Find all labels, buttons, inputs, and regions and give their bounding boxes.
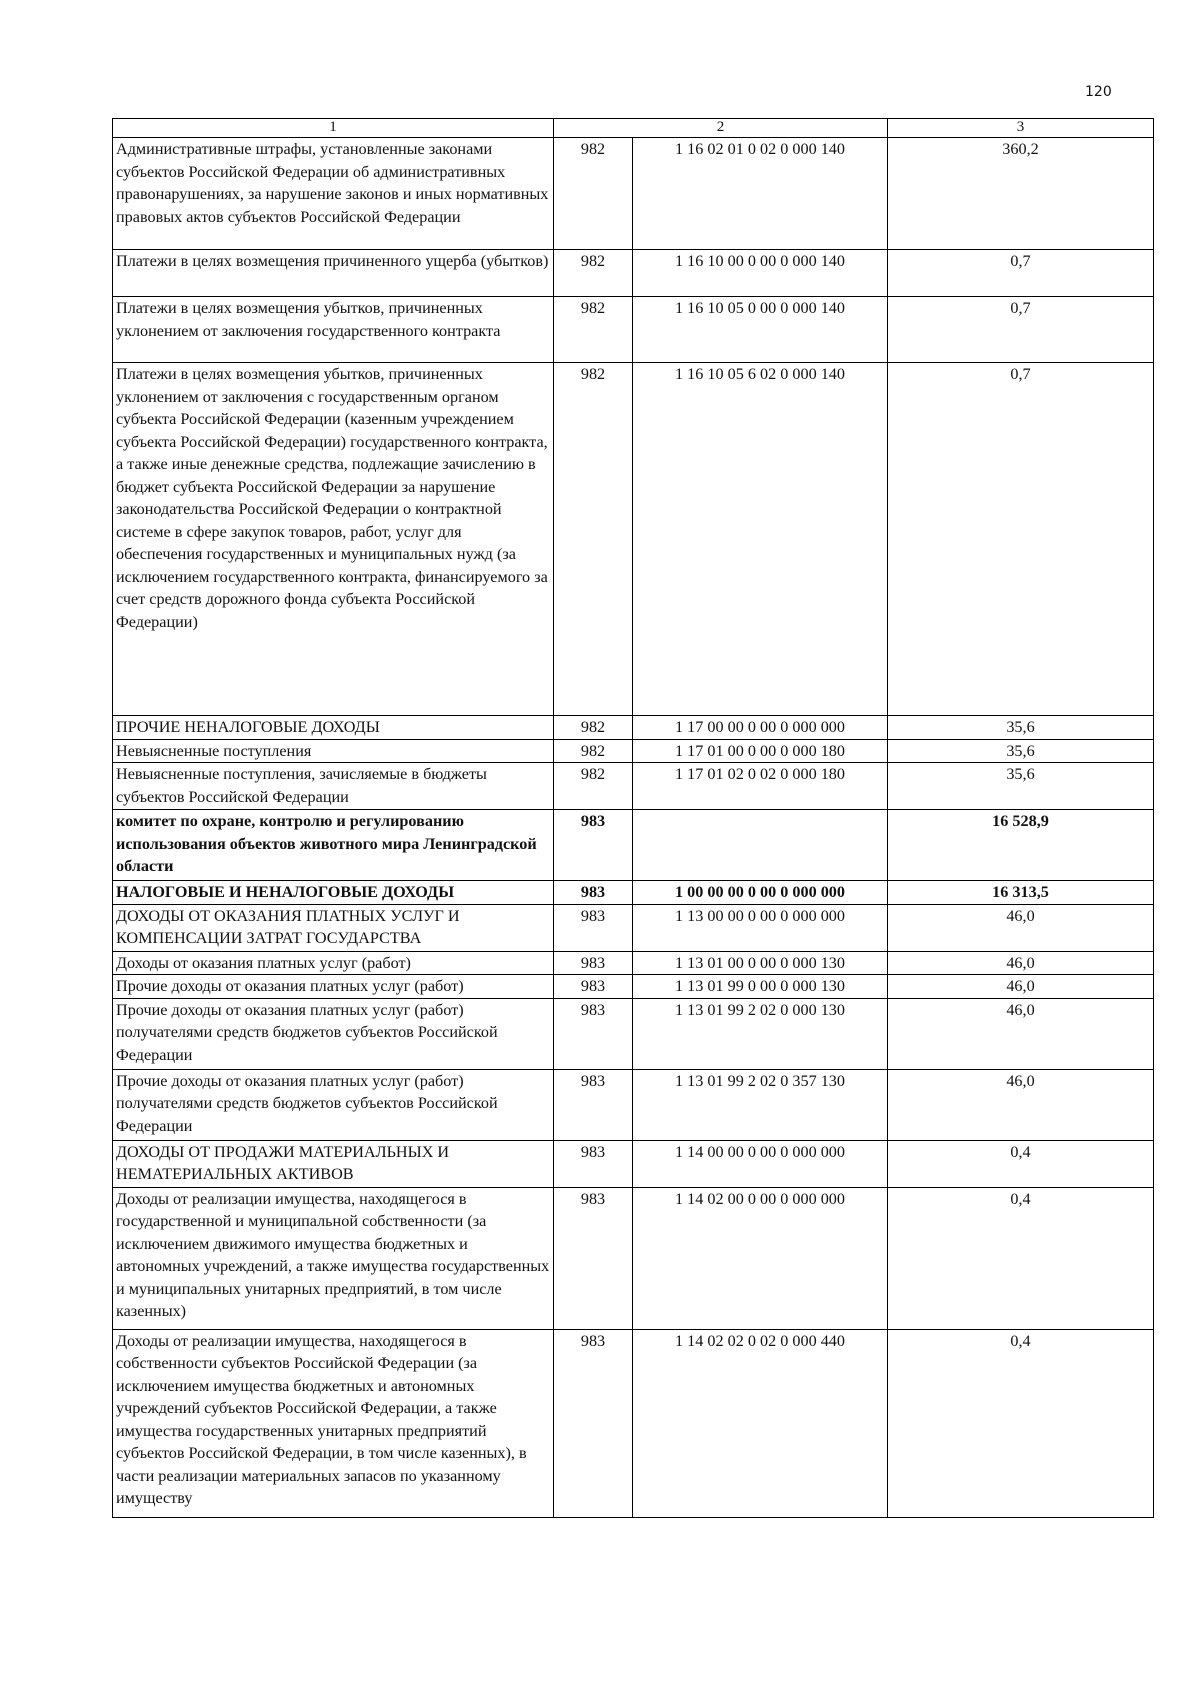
- row-admin: 983: [554, 1329, 633, 1517]
- row-code: 1 16 10 05 6 02 0 000 140: [633, 363, 888, 716]
- row-amount: 46,0: [888, 998, 1154, 1069]
- row-code: 1 14 00 00 0 00 0 000 000: [633, 1140, 888, 1187]
- row-name: Административные штрафы, установленные законами субъектов Российской Федерации об административных правонарушениях, за нарушение законов и иных нормативных правовых актов субъектов Российской Федерации: [113, 138, 554, 250]
- row-code: 1 14 02 00 0 00 0 000 000: [633, 1187, 888, 1329]
- header-col-3: 3: [888, 119, 1154, 138]
- row-amount: 0,4: [888, 1140, 1154, 1187]
- row-amount: 0,7: [888, 250, 1154, 297]
- row-admin: 983: [554, 975, 633, 999]
- table-row: [113, 1069, 1154, 1140]
- table-row: [113, 297, 1154, 363]
- row-name: Доходы от оказания платных услуг (работ): [113, 951, 554, 975]
- row-code: 1 13 01 99 2 02 0 357 130: [633, 1069, 888, 1140]
- row-admin: 983: [554, 810, 633, 881]
- row-amount: 0,7: [888, 297, 1154, 363]
- row-admin: 983: [554, 904, 633, 951]
- row-code: 1 13 01 99 2 02 0 000 130: [633, 998, 888, 1069]
- row-admin: 983: [554, 1069, 633, 1140]
- row-admin: 982: [554, 297, 633, 363]
- table-row: [113, 250, 1154, 297]
- row-name: Доходы от реализации имущества, находящегося в собственности субъектов Российской Федерации (за исключением имущества бюджетных и автономных учреждений субъектов Российской Федерации, а также имущества государственных унитарных предприятий субъектов Российской Федерации, в том числе казенных), в части реализации материальных запасов по указанному имуществу: [113, 1329, 554, 1517]
- table-row: [113, 881, 1154, 905]
- row-amount: 46,0: [888, 951, 1154, 975]
- row-amount: 46,0: [888, 975, 1154, 999]
- row-name: Платежи в целях возмещения причиненного ущерба (убытков): [113, 250, 554, 297]
- row-code: 1 13 01 00 0 00 0 000 130: [633, 951, 888, 975]
- row-name: ДОХОДЫ ОТ ПРОДАЖИ МАТЕРИАЛЬНЫХ И НЕМАТЕРИАЛЬНЫХ АКТИВОВ: [113, 1140, 554, 1187]
- row-amount: 0,4: [888, 1329, 1154, 1517]
- row-admin: 983: [554, 1140, 633, 1187]
- row-name: Прочие доходы от оказания платных услуг (работ) получателями средств бюджетов субъектов Российской Федерации: [113, 1069, 554, 1140]
- row-amount: 0,4: [888, 1187, 1154, 1329]
- row-name: Невыясненные поступления, зачисляемые в бюджеты субъектов Российской Федерации: [113, 763, 554, 810]
- row-amount: 16 313,5: [888, 881, 1154, 905]
- page-number: 120: [1085, 84, 1112, 100]
- row-name: НАЛОГОВЫЕ И НЕНАЛОГОВЫЕ ДОХОДЫ: [113, 881, 554, 905]
- row-name: Платежи в целях возмещения убытков, причиненных уклонением от заключения государственного контракта: [113, 297, 554, 363]
- row-admin: 982: [554, 763, 633, 810]
- row-name: ПРОЧИЕ НЕНАЛОГОВЫЕ ДОХОДЫ: [113, 716, 554, 740]
- row-admin: 982: [554, 250, 633, 297]
- row-code: 1 16 10 05 0 00 0 000 140: [633, 297, 888, 363]
- table-row: [113, 716, 1154, 740]
- table-row: [113, 1329, 1154, 1517]
- row-name: Доходы от реализации имущества, находящегося в государственной и муниципальной собственности (за исключением движимого имущества бюджетных и автономных учреждений, а также имущества государственных и муниципальных унитарных предприятий, в том числе казенных): [113, 1187, 554, 1329]
- row-amount: 46,0: [888, 1069, 1154, 1140]
- row-name: Прочие доходы от оказания платных услуг (работ) получателями средств бюджетов субъектов Российской Федерации: [113, 998, 554, 1069]
- row-code: 1 17 01 02 0 02 0 000 180: [633, 763, 888, 810]
- table-row: [113, 904, 1154, 951]
- row-name: Невыясненные поступления: [113, 739, 554, 763]
- table-row: [113, 1140, 1154, 1187]
- table-row: [113, 951, 1154, 975]
- row-admin: 983: [554, 951, 633, 975]
- row-code: 1 17 00 00 0 00 0 000 000: [633, 716, 888, 740]
- row-admin: 982: [554, 363, 633, 716]
- row-name: Прочие доходы от оказания платных услуг (работ): [113, 975, 554, 999]
- row-admin: 982: [554, 138, 633, 250]
- row-admin: 982: [554, 739, 633, 763]
- row-name: Платежи в целях возмещения убытков, причиненных уклонением от заключения с государственным органом субъекта Российской Федерации (казенным учреждением субъекта Российской Федерации) государственного контракта, а также иные денежные средства, подлежащие зачислению в бюджет субъекта Российской Федерации за нарушение законодательства Российской Федерации о контрактной системе в сфере закупок товаров, работ, услуг для обеспечения государственных и муниципальных нужд (за исключением государственного контракта, финансируемого за счет средств дорожного фонда субъекта Российской Федерации): [113, 363, 554, 716]
- table-row: [113, 739, 1154, 763]
- row-name: ДОХОДЫ ОТ ОКАЗАНИЯ ПЛАТНЫХ УСЛУГ И КОМПЕНСАЦИИ ЗАТРАТ ГОСУДАРСТВА: [113, 904, 554, 951]
- row-code: 1 17 01 00 0 00 0 000 180: [633, 739, 888, 763]
- row-amount: 0,7: [888, 363, 1154, 716]
- table-row: [113, 998, 1154, 1069]
- row-amount: 35,6: [888, 763, 1154, 810]
- row-code: 1 13 00 00 0 00 0 000 000: [633, 904, 888, 951]
- table-row: [113, 810, 1154, 881]
- row-code: 1 00 00 00 0 00 0 000 000: [633, 881, 888, 905]
- table-row: [113, 138, 1154, 250]
- row-amount: 16 528,9: [888, 810, 1154, 881]
- table-header-row: [113, 119, 1154, 138]
- row-admin: 983: [554, 998, 633, 1069]
- row-amount: 35,6: [888, 739, 1154, 763]
- table-row: [113, 763, 1154, 810]
- row-code: 1 16 10 00 0 00 0 000 140: [633, 250, 888, 297]
- table-row: [113, 975, 1154, 999]
- table-row: [113, 1187, 1154, 1329]
- row-code: 1 13 01 99 0 00 0 000 130: [633, 975, 888, 999]
- row-admin: 983: [554, 1187, 633, 1329]
- row-name: комитет по охране, контролю и регулированию использования объектов животного мира Ленинградской области: [113, 810, 554, 881]
- row-code: 1 16 02 01 0 02 0 000 140: [633, 138, 888, 250]
- row-code: [633, 810, 888, 881]
- header-col-1: 1: [113, 119, 554, 138]
- header-col-2: 2: [554, 119, 888, 138]
- row-amount: 46,0: [888, 904, 1154, 951]
- row-code: 1 14 02 02 0 02 0 000 440: [633, 1329, 888, 1517]
- table-row: [113, 363, 1154, 716]
- row-admin: 983: [554, 881, 633, 905]
- row-amount: 35,6: [888, 716, 1154, 740]
- row-admin: 982: [554, 716, 633, 740]
- row-amount: 360,2: [888, 138, 1154, 250]
- revenue-table: [112, 118, 1154, 1518]
